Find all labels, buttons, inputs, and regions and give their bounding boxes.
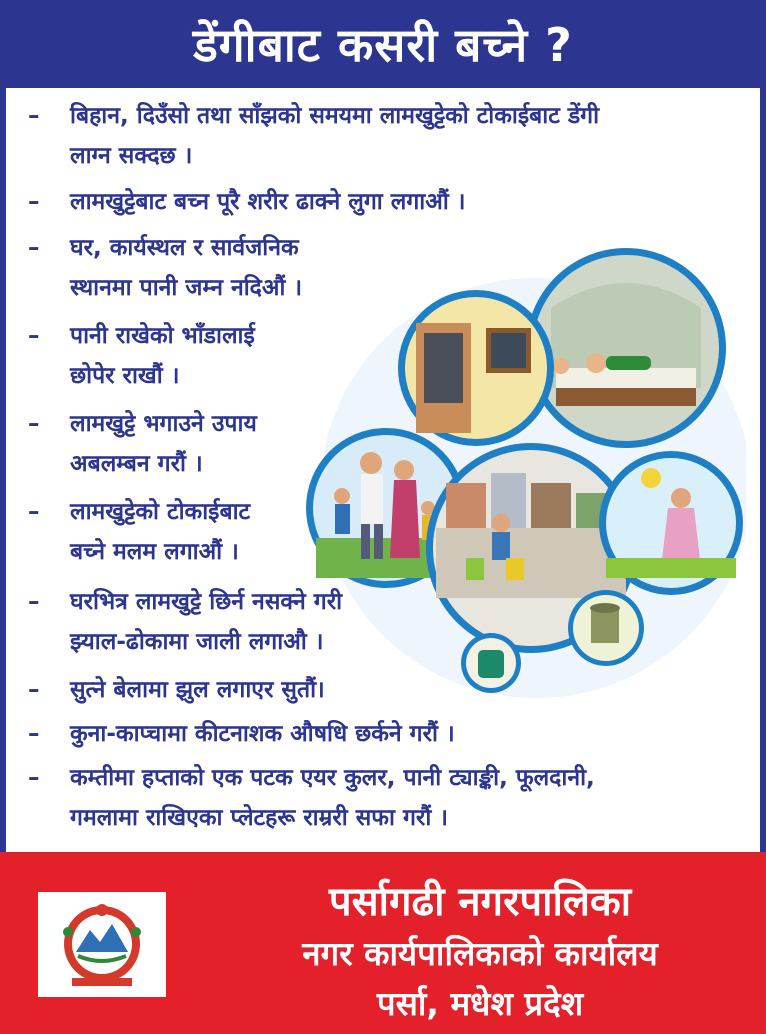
tip-line: कुना-काप्चामा कीटनाशक औषधि छर्कने गरौं । <box>70 721 455 747</box>
tip-line: सुत्ने बेलामा झुल लगाएर सुतौं। <box>70 677 325 703</box>
tip-line: घर, कार्यस्थल र सार्वजनिक <box>70 235 299 261</box>
bullet-dash: – <box>28 323 40 349</box>
poster-title: डेंगीबाट कसरी बच्ने ? <box>0 0 766 88</box>
tip-line: गमलामा राखिएका प्लेटहरू राम्ररी सफा गरौं । <box>70 805 449 831</box>
water-tank-scene <box>461 633 521 693</box>
bullet-dash: – <box>28 411 40 437</box>
tip-line: बच्ने मलम लगाऔं । <box>70 539 239 565</box>
tip-line: बिहान, दिउँसो तथा साँझको समयमा लामखुट्टेको टोकाईबाट डेंगी <box>70 103 600 129</box>
room-screen-scene <box>398 290 554 446</box>
bed-net-scene <box>526 248 726 448</box>
tip-line: लामखुट्टे भगाउने उपाय <box>70 411 257 437</box>
bullet-dash: – <box>28 103 40 129</box>
tip-line: लाग्न सक्दछ । <box>70 143 193 169</box>
tip-line: पानी राखेको भाँडालाई <box>70 323 255 349</box>
bullet-dash: – <box>28 677 40 703</box>
footer-banner <box>0 852 766 1034</box>
tip-line: कम्तीमा हप्ताको एक पटक एयर कुलर, पानी ट्याङ्की, फूलदानी, <box>70 765 595 791</box>
office-name: नगर कार्यपालिकाको कार्यालय <box>302 934 658 973</box>
bullet-dash: – <box>28 499 40 525</box>
tip-line: झ्याल-ढोकामा जाली लगाऔ । <box>70 629 324 655</box>
tip-line: घरभित्र लामखुट्टे छिर्न नसक्ने गरी <box>70 589 343 615</box>
bullet-dash: – <box>28 189 40 215</box>
covered-container-scene <box>568 590 644 666</box>
bullet-dash: – <box>28 765 40 791</box>
bullet-dash: – <box>28 235 40 261</box>
prevention-illustration <box>306 238 746 698</box>
tips-panel <box>6 88 760 852</box>
tip-line: लामखुट्टेबाट बच्न पूरै शरीर ढाक्ने लुगा लगाऔं । <box>70 189 466 215</box>
bullet-dash: – <box>28 589 40 615</box>
bullet-dash: – <box>28 721 40 747</box>
woman-outdoor-scene <box>599 451 743 595</box>
location-name: पर्सा, मधेश प्रदेश <box>376 984 584 1023</box>
tip-line: अबलम्बन गरौं । <box>70 451 203 477</box>
tip-line: छोपेर राखौं । <box>70 363 180 389</box>
emblem-icon <box>38 892 166 997</box>
government-emblem <box>38 892 166 997</box>
tip-line: स्थानमा पानी जम्न नदिऔं । <box>70 275 303 301</box>
tip-line: लामखुट्टेको टोकाईबाट <box>70 499 251 525</box>
municipality-name: पर्सागढी नगरपालिका <box>328 879 632 925</box>
